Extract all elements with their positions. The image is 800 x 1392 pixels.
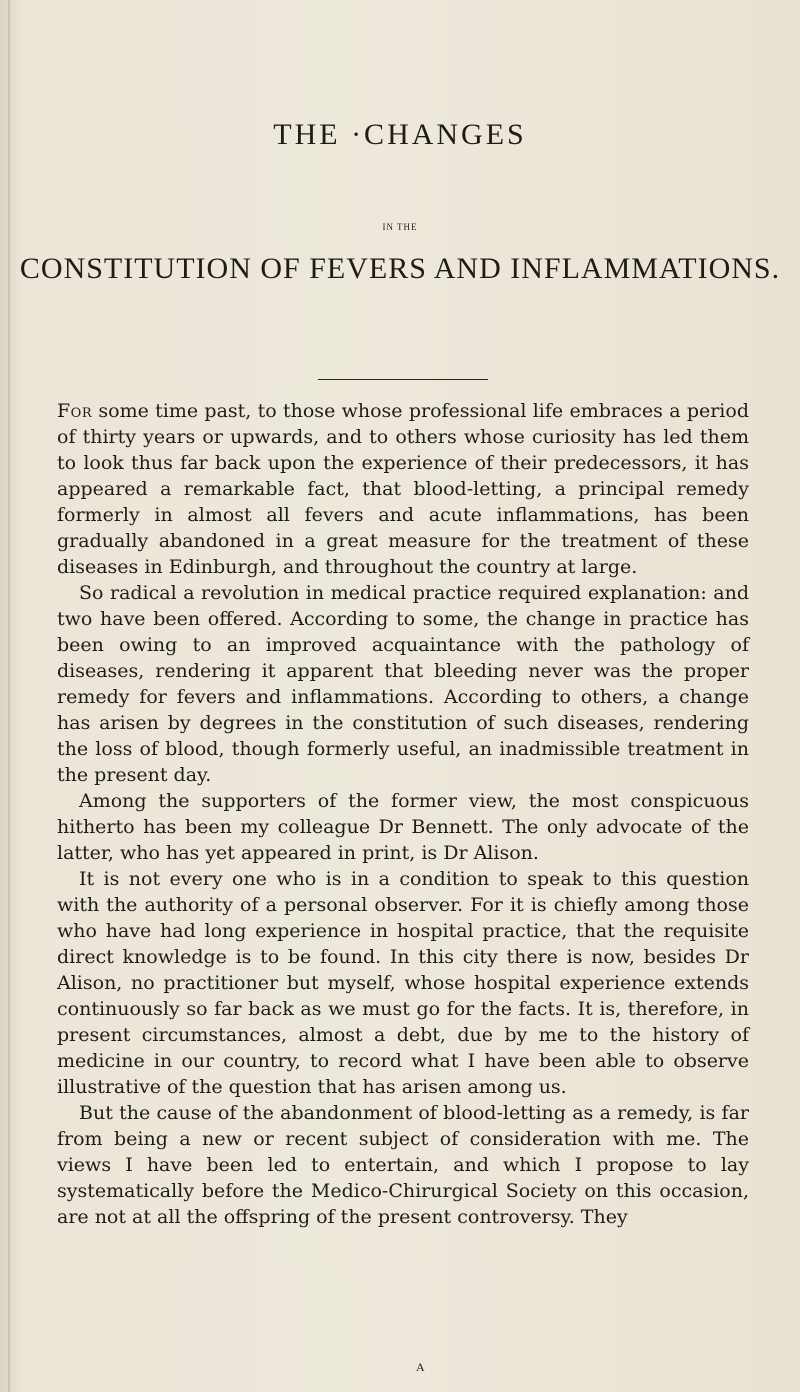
page-edge — [8, 0, 10, 1392]
paragraph-2: So radical a revolution in medical practice required explanation: and two have been offered. According to some, the change in practice has been owing to an improved acquaintance with the pathology of diseases, rendering it apparent that bleeding never was the proper remedy for fevers and inflammations. According to others, a change has arisen by degrees in the constitution of such diseases, rendering the loss of blood, though formerly useful, an inadmissible treatment in the present day. — [57, 582, 749, 786]
signature-mark: A — [416, 1360, 425, 1374]
paragraph-1 — [57, 398, 749, 580]
paragraph-3: Among the supporters of the former view, the most conspicuous hitherto has been my colleague Dr Bennett. The only advocate of the latter, who has yet appeared in print, is Dr Alison. — [57, 790, 749, 864]
page-title: THE ·CHANGES — [273, 118, 527, 151]
subtitle: IN THE — [382, 222, 418, 232]
body-text — [57, 398, 749, 1230]
paragraph-4: It is not every one who is in a condition to speak to this question with the authority of a personal observer. For it is chiefly among those who have had long experience in hospital practice, that the requisite direct knowledge is to be found. In this city there is now, besides Dr Alison, no practitioner but myself, whose hospital experience extends continuously so far back as we must go for the facts. It is, therefore, in present circumstances, almost a debt, due by me to the history of medicine in our country, to record what I have been able to observe illustrative of the question that has arisen among us. — [57, 868, 749, 1098]
section-heading: CONSTITUTION OF FEVERS AND INFLAMMATIONS. — [19, 252, 781, 285]
paragraph-lead: For — [57, 400, 93, 422]
divider-rule — [318, 379, 488, 380]
paragraph-5: But the cause of the abandonment of blood-letting as a remedy, is far from being a new or recent subject of consideration with me. The views I have been led to entertain, and which I propose to lay systematically before the Medico-Chirurgical Society on this occasion, are not at all the offspring of the present controversy. They — [57, 1102, 749, 1228]
paragraph-text: some time past, to those whose professional life embraces a period of thirty years or upwards, and to others whose curiosity has led them to look thus far back upon the experience of their predecessors, it has appeared a remarkable fact, that blood-letting, a principal remedy formerly in almost all fevers and acute inflammations, has been gradually abandoned in a great measure for the treatment of these diseases in Edinburgh, and throughout the country at large. — [57, 400, 749, 578]
